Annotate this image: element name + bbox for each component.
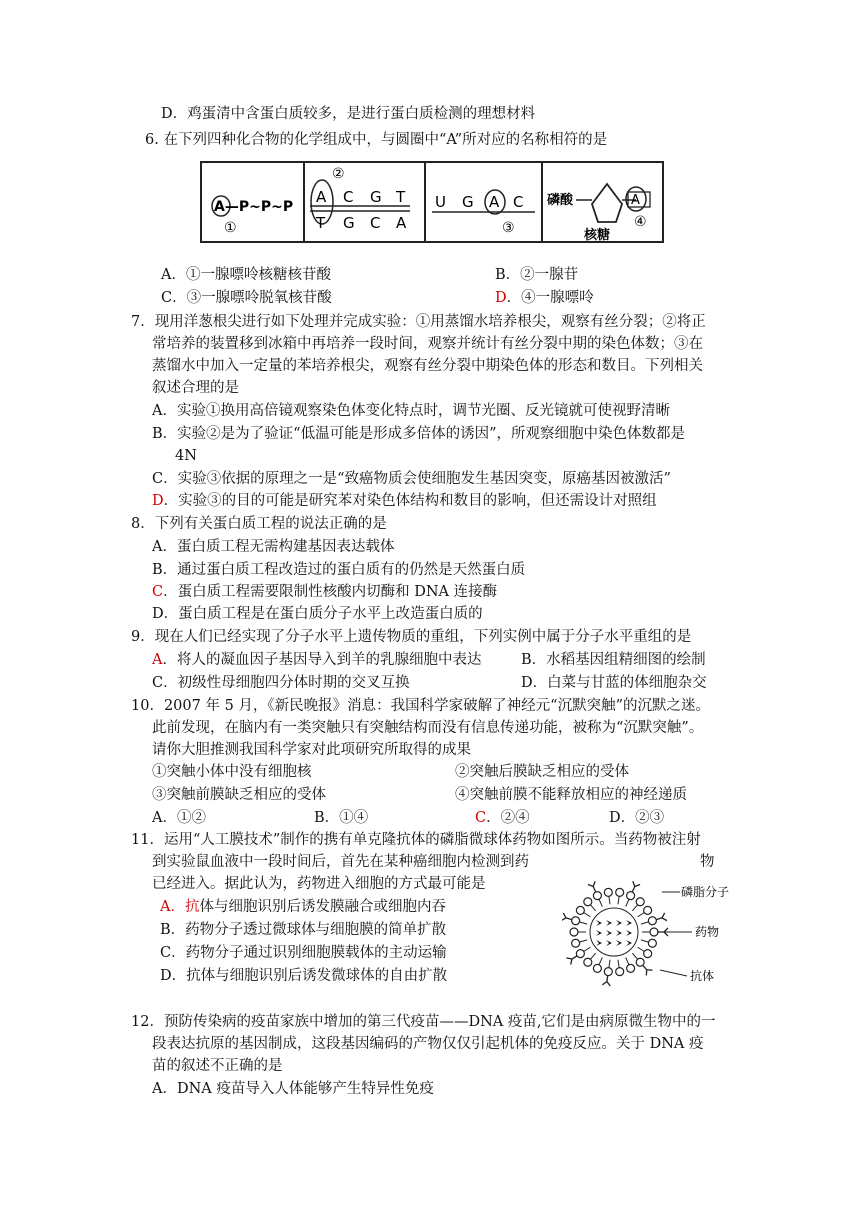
q6-option-c: C．③一腺嘌呤脱氧核苷酸 — [161, 290, 332, 306]
q7-option-b-line1: B．实验②是为了验证“低温可能是形成多倍体的诱因”，所观察细胞中染色体数都是 — [152, 426, 685, 442]
q10-statement-1: ①突触小体中没有细胞核 — [152, 764, 312, 780]
q10-statement-3: ③突触前膜缺乏相应的受体 — [152, 787, 326, 803]
q6-figure — [200, 160, 665, 246]
q9-stem: 9．现在人们已经实现了分子水平上遗传物质的重组，下列实例中属于分子水平重组的是 — [131, 629, 692, 645]
q8-option-b: B．通过蛋白质工程改造过的蛋白质有的仍然是天然蛋白质 — [152, 562, 526, 578]
panel2-number: ② — [332, 166, 345, 182]
antibody-mark — [643, 965, 653, 975]
q9-option-b: B．水稻基因组精细图的绘制 — [521, 652, 706, 668]
q10-line-1: 10．2007 年 5 月，《新民晚报》消息：我国科学家破解了神经元“沉默突触”的沉默之迷。 — [131, 698, 710, 714]
dna-bottom-2: G — [343, 214, 355, 232]
answer-letter: A．抗 — [160, 899, 200, 915]
dna-top-2: C — [343, 188, 354, 206]
q6-option-a: A．①一腺嘌呤核糖核苷酸 — [161, 267, 331, 283]
rna-base-3: A — [489, 193, 500, 211]
q9-option-a: A．将人的凝血因子基因导入到羊的乳腺细胞中表达 — [152, 652, 482, 668]
q10-statement-4: ④突触前膜不能释放相应的神经递质 — [455, 787, 687, 803]
q10-option-c: C．②④ — [475, 810, 530, 826]
q6-option-b: B．②一腺苷 — [495, 267, 579, 283]
answer-letter: C — [152, 584, 164, 600]
answer-letter: D — [495, 290, 507, 306]
dna-top-3: G — [370, 188, 382, 206]
q10-statement-2: ②突触后膜缺乏相应的受体 — [455, 764, 629, 780]
q6-stem: 6. 在下列四种化合物的化学组成中，与圆圈中“A”所对应的名称相符的是 — [145, 132, 608, 148]
q9-option-c: C．初级性母细胞四分体时期的交叉互换 — [152, 675, 410, 691]
q11-line-3: 已经进入。据此认为，药物进入细胞的方式最可能是 — [152, 876, 486, 892]
q7-option-b-line2: 4N — [175, 448, 197, 464]
antibody-mark — [656, 913, 667, 921]
q11-line-2-end: 物 — [700, 854, 715, 870]
q7-option-d: D．实验③的目的可能是研究苯对染色体结构和数目的影响，但还需设计对照组 — [152, 493, 657, 509]
q11-line-2: 到实验鼠血液中一段时间后，首先在某种癌细胞内检测到药 — [152, 854, 529, 870]
rna-base-1: U — [435, 193, 446, 211]
answer-letter: A — [152, 652, 163, 668]
label-phospholipid: 磷脂分子 — [681, 885, 730, 899]
q10-line-2: 此前发现，在脑内有一类突触只有突触结构而没有信息传递功能，被称为“沉默突触”。 — [152, 720, 704, 736]
antibody-mark — [566, 956, 577, 965]
q10-option-a: A．①② — [152, 810, 206, 826]
q11-line-1: 11．运用“人工膜技术”制作的携有单克隆抗体的磷脂微球体药物如图所示。当药物被注射 — [131, 832, 701, 848]
dna-bottom-3: C — [370, 214, 381, 232]
q8-option-d: D．蛋白质工程是在蛋白质分子水平上改造蛋白质的 — [152, 606, 483, 622]
antibody-mark — [562, 913, 572, 921]
antibody-mark — [588, 881, 596, 892]
q8-option-c: C．蛋白质工程需要限制性核酸内切酶和 DNA 连接酶 — [152, 584, 498, 600]
q6-figure-svg — [200, 160, 665, 246]
panel4-number: ④ — [634, 214, 647, 230]
ribose-label: 核糖 — [584, 228, 611, 243]
liposome-svg — [562, 870, 762, 990]
antibody-mark — [632, 881, 640, 892]
q11-option-d: D．抗体与细胞识别后诱发微球体的自由扩散 — [160, 968, 448, 984]
q12-line-2: 段表达抗原的基因制成，这段基因编码的产物仅仅引起机体的免疫反应。关于 DNA 疫 — [152, 1036, 704, 1052]
q12-option-a: A．DNA 疫苗导入人体能够产生特异性免疫 — [152, 1081, 434, 1097]
q11-figure — [562, 870, 762, 990]
dna-top-4: T — [396, 188, 406, 206]
q7-line-3: 蒸馏水中加入一定量的苯培养根尖，观察有丝分裂中期染色体的形态和数目。下列相关 — [152, 358, 703, 374]
nucleotide-base: A — [631, 193, 640, 208]
panel3-number: ③ — [502, 220, 515, 236]
q12-line-1: 12．预防传染病的疫苗家族中增加的第三代疫苗——DNA 疫苗,它们是由病原微生物中的一 — [131, 1014, 716, 1030]
answer-letter: C — [475, 810, 487, 826]
q10-option-d: D．②③ — [609, 810, 665, 826]
q7-option-c: C．实验③依据的原理之一是“致癌物质会使细胞发生基因突变，原癌基因被激活” — [152, 471, 671, 487]
q10-line-3: 请你大胆推测我国科学家对此项研究所取得的成果 — [152, 742, 471, 758]
label-antibody: 抗体 — [690, 969, 715, 983]
q7-option-a: A．实验①换用高倍镜观察染色体变化特点时，调节光圈、反光镜就可使视野清晰 — [152, 403, 670, 419]
q8-option-a: A．蛋白质工程无需构建基因表达载体 — [152, 539, 395, 555]
panel1-number: ① — [224, 220, 237, 236]
q10-option-b: B．①④ — [314, 810, 369, 826]
dna-bottom-1: T — [316, 214, 326, 232]
answer-letter: D — [152, 493, 164, 509]
phosphate-label: 磷酸 — [547, 193, 574, 208]
q9-option-d: D．白菜与甘蓝的体细胞杂交 — [521, 675, 707, 691]
rna-base-2: G — [462, 193, 474, 211]
q5-option-d: D．鸡蛋清中含蛋白质较多，是进行蛋白质检测的理想材料 — [161, 106, 536, 122]
q7-line-4: 叙述合理的是 — [152, 380, 239, 396]
q6-option-d: D．④一腺嘌呤 — [495, 290, 594, 306]
q7-line-2: 常培养的装置移到冰箱中再培养一段时间，观察并统计有丝分裂中期的染色体数；③在 — [152, 336, 703, 352]
q11-option-b: B．药物分子透过微球体与细胞膜的简单扩散 — [160, 922, 447, 938]
q12-line-3: 苗的叙述不正确的是 — [152, 1058, 283, 1074]
q11-option-c: C．药物分子通过识别细胞膜载体的主动运输 — [160, 945, 447, 961]
dna-bottom-4: A — [396, 214, 407, 232]
dna-top-1: A — [316, 188, 327, 206]
label-drug: 药物 — [695, 925, 720, 939]
q7-line-1: 7．现用洋葱根尖进行如下处理并完成实验：①用蒸馏水培养根尖，观察有丝分裂；②将正 — [131, 314, 706, 330]
q8-stem: 8．下列有关蛋白质工程的说法正确的是 — [131, 516, 387, 532]
rna-base-4: C — [513, 193, 524, 211]
q11-option-a: A．抗体与细胞识别后诱发膜融合或细胞内吞 — [160, 899, 446, 915]
atp-chain: A—P~P~P — [214, 199, 294, 215]
antibody-mark — [602, 976, 610, 986]
